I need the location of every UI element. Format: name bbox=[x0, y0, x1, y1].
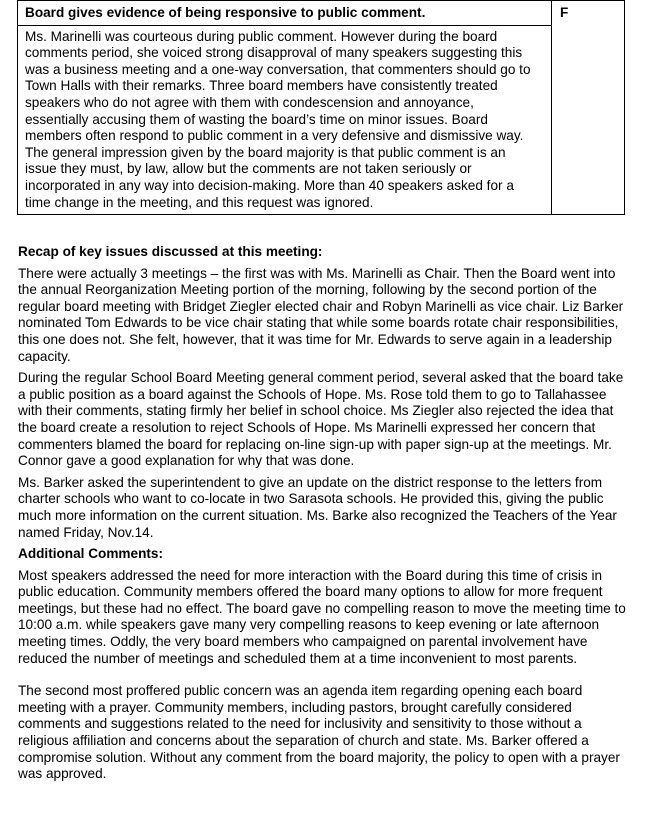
recap-paragraph: During the regular School Board Meeting general comment period, several asked that the board take a public position as a board against the Schools of Hope. Ms. Rose told them to go to Tallahassee with their comments, stating firmly her belief in school choice. Ms Ziegler also rejected the idea that the board create a resolution to reject Schools of Hope. Ms Marinelli expressed her concern that commenters blamed the board for replacing on-line sign-up with paper sign-up at the meetings. Mr. Connor gave a good explanation for why that was done. bbox=[18, 370, 624, 469]
criterion-body: Ms. Marinelli was courteous during public comment. However during the board comments period, she voiced strong disapproval of many speakers suggesting this was a business meeting and a one-way conversation, that commenters should go to Town Halls with their remarks. Three board members have consistently treated speakers who do not agree with them with condescension and annoyance, essentially accusing them of wasting the board’s time on minor issues. Board members often respond to public comment in a very defensive and dismissive way. The general impression given by the board majority is that public comment is an issue they must, by law, allow but the comments are not taken seriously or incorporated in any way into decision-making. More than 40 speakers asked for a time change in the meeting, and this request was ignored. bbox=[18, 25, 552, 215]
additional-comments-paragraph: Most speakers addressed the need for more interaction with the Board during this time of crisis in public education. Community members offered the board many options to allow for more frequent meetings, but these had no effect. The board gave no compelling reason to move the meeting time to 10:00 a.m. while speakers gave many very compelling reasons to keep evening or late afternoon meeting times. Oddly, the very board members who campaigned on parental involvement have reduced the number of meetings and scheduled them at a time inconvenient to most parents. bbox=[18, 567, 626, 666]
additional-comments-paragraph: The second most proffered public concern was an agenda item regarding opening each board meeting with a prayer. Community members, including pastors, brought carefully considered comments and suggestions related to the need for inclusivity and sensitivity to those without a religious affiliation and concerns about the separation of church and state. Ms. Barker offered a compromise solution. Without any comment from the board majority, the policy to open with a prayer was approved. bbox=[18, 683, 620, 782]
recap-heading: Recap of key issues discussed at this meeting: bbox=[18, 244, 323, 259]
criterion-grade: F bbox=[552, 1, 625, 215]
criterion-body-row bbox=[18, 25, 625, 215]
recap-paragraph: Ms. Barker asked the superintendent to give an update on the district response to the letters from charter schools who want to co-locate in two Sarasota schools. He provided this, giving the public much more information on the current situation. Ms. Barke also recognized the Teachers of the Year named Friday, Nov.14. bbox=[18, 474, 617, 540]
criterion-title: Board gives evidence of being responsive to public comment. bbox=[18, 1, 552, 26]
recap-paragraph: There were actually 3 meetings – the first was with Ms. Marinelli as Chair. Then the Board went into the annual Reorganization Meeting portion of the morning, following by the second portion of the regular board meeting with Bridget Ziegler elected chair and Robyn Marinelli as vice chair. Liz Barker nominated Tom Edwards to be vice chair stating that while some boards rotate chair responsibilities, this one does not. She felt, however, that it was time for Mr. Edwards to serve again in a leadership capacity. bbox=[18, 265, 624, 364]
meeting-notes bbox=[18, 244, 634, 788]
criterion-table bbox=[17, 0, 625, 215]
criterion-heading-row bbox=[18, 1, 625, 26]
additional-comments-heading: Additional Comments: bbox=[18, 546, 163, 562]
